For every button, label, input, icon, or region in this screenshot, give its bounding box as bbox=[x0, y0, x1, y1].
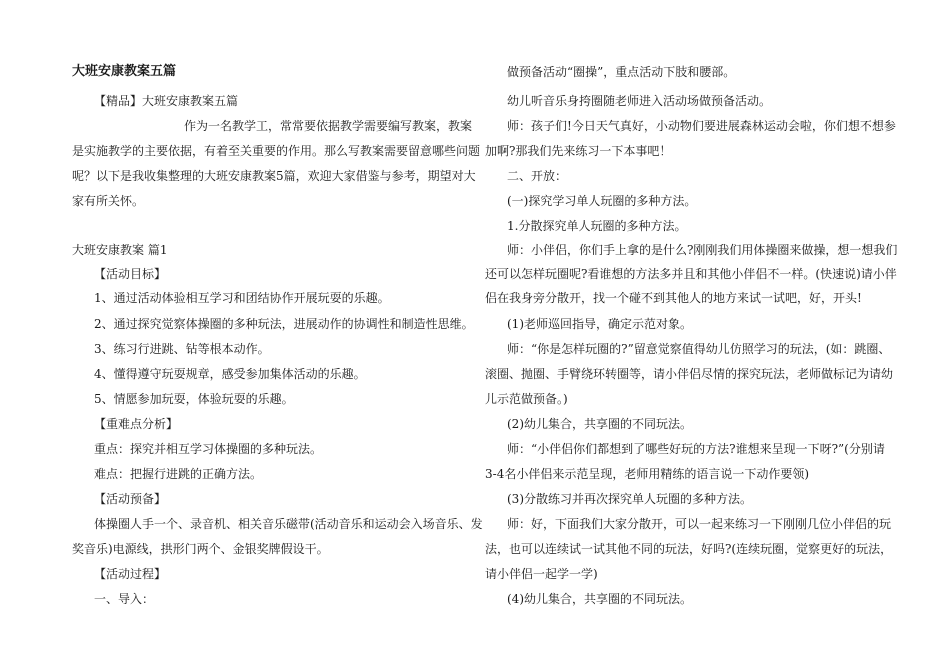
paragraph-line: (一)探究学习单人玩圈的多种方法。 bbox=[507, 194, 697, 208]
paragraph-line: 难点：把握行进跳的正确方法。 bbox=[94, 467, 263, 481]
paragraph-line: 幼儿听音乐身挎圈随老师进入活动场做预备活动。 bbox=[507, 94, 772, 108]
paragraph-line: 师：“小伴侣你们都想到了哪些好玩的方法?谁想来呈现一下呀?”(分别请 bbox=[507, 442, 885, 456]
paragraph-line: 是实施教学的主要依据，有着至关重要的作用。那么写教案需要留意哪些问题 bbox=[72, 144, 481, 158]
paragraph-line: 作为一名教学工，常常要依据教学需要编写教案，教案 bbox=[184, 119, 473, 133]
paragraph-line: (3)分散练习并再次探究单人玩圈的多种方法。 bbox=[507, 492, 752, 506]
paragraph-line: 加啊?那我们先来练习一下本事吧！ bbox=[485, 144, 672, 158]
paragraph-line: 还可以怎样玩圈呢?看谁想的方法多并且和其他小伴侣不一样。(快速说)请小伴 bbox=[485, 267, 897, 281]
paragraph-line: 滚圈、抛圈、手臂绕环转圈等，请小伴侣尽情的探究玩法，老师做标记为请幼 bbox=[485, 367, 894, 381]
paragraph-line: 【活动预备】 bbox=[94, 492, 167, 506]
section-heading: 大班安康教案 篇1 bbox=[72, 243, 168, 257]
paragraph-line: 1.分散探究单人玩圈的多种方法。 bbox=[507, 219, 687, 233]
paragraph-line: 【精品】大班安康教案五篇 bbox=[94, 94, 239, 108]
paragraph-line: 做预备活动“圈操”，重点活动下肢和腰部。 bbox=[507, 65, 736, 79]
paragraph-line: 呢？以下是我收集整理的大班安康教案5篇，欢迎大家借鉴与参考，期望对大 bbox=[72, 169, 476, 183]
paragraph-line: 二、开放： bbox=[507, 169, 568, 183]
paragraph-line: 2、通过探究觉察体操圈的多种玩法，进展动作的协调性和制造性思维。 bbox=[94, 317, 474, 331]
paragraph-line: 奖音乐)电源线，拱形门两个、金银奖牌假设干。 bbox=[72, 542, 329, 556]
paragraph-line: 4、懂得遵守玩耍规章，感受参加集体活动的乐趣。 bbox=[94, 367, 366, 381]
paragraph-line: 法，也可以连续试一试其他不同的玩法，好吗?(连续玩圈，觉察更好的玩法， bbox=[485, 542, 893, 556]
paragraph-line: 师：好，下面我们大家分散开，可以一起来练习一下刚刚几位小伴侣的玩 bbox=[507, 517, 892, 531]
paragraph-line: 请小伴侣一起学一学) bbox=[485, 567, 598, 581]
paragraph-line: 1、通过活动体验相互学习和团结协作开展玩耍的乐趣。 bbox=[94, 291, 390, 305]
paragraph-line: 一、导入： bbox=[94, 592, 155, 606]
paragraph-line: 师：孩子们!今日天气真好，小动物们要进展森林运动会啦，你们想不想参 bbox=[507, 119, 896, 133]
paragraph-line: 儿示范做预备。) bbox=[485, 392, 568, 406]
paragraph-line: (1)老师巡回指导，确定示范对象。 bbox=[507, 317, 692, 331]
paragraph-line: 3-4名小伴侣来示范呈现，老师用精练的语言说一下动作要领) bbox=[485, 467, 810, 481]
paragraph-line: 师：小伴侣，你们手上拿的是什么?刚刚我们用体操圈来做操，想一想我们 bbox=[507, 243, 898, 257]
paragraph-line: 5、情愿参加玩耍，体验玩耍的乐趣。 bbox=[94, 392, 294, 406]
document-title: 大班安康教案五篇 bbox=[72, 64, 177, 79]
paragraph-line: 3、练习行进跳、钻等根本动作。 bbox=[94, 342, 270, 356]
paragraph-line: 家有所关怀。 bbox=[72, 194, 145, 208]
paragraph-line: (4)幼儿集合，共享圈的不同玩法。 bbox=[507, 592, 692, 606]
paragraph-line: 【活动过程】 bbox=[94, 567, 167, 581]
paragraph-line: (2)幼儿集合，共享圈的不同玩法。 bbox=[507, 417, 692, 431]
paragraph-line: 体操圈人手一个、录音机、相关音乐磁带(活动音乐和运动会入场音乐、发 bbox=[94, 517, 483, 531]
paragraph-line: 师：“你是怎样玩圈的?”留意觉察值得幼儿仿照学习的玩法，(如：跳圈、 bbox=[507, 342, 891, 356]
paragraph-line: 【活动目标】 bbox=[94, 267, 167, 281]
paragraph-line: 重点：探究并相互学习体操圈的多种玩法。 bbox=[94, 442, 323, 456]
paragraph-line: 【重难点分析】 bbox=[94, 417, 179, 431]
paragraph-line: 侣在我身旁分散开，找一个碰不到其他人的地方来试一试吧，好，开头! bbox=[485, 291, 862, 305]
